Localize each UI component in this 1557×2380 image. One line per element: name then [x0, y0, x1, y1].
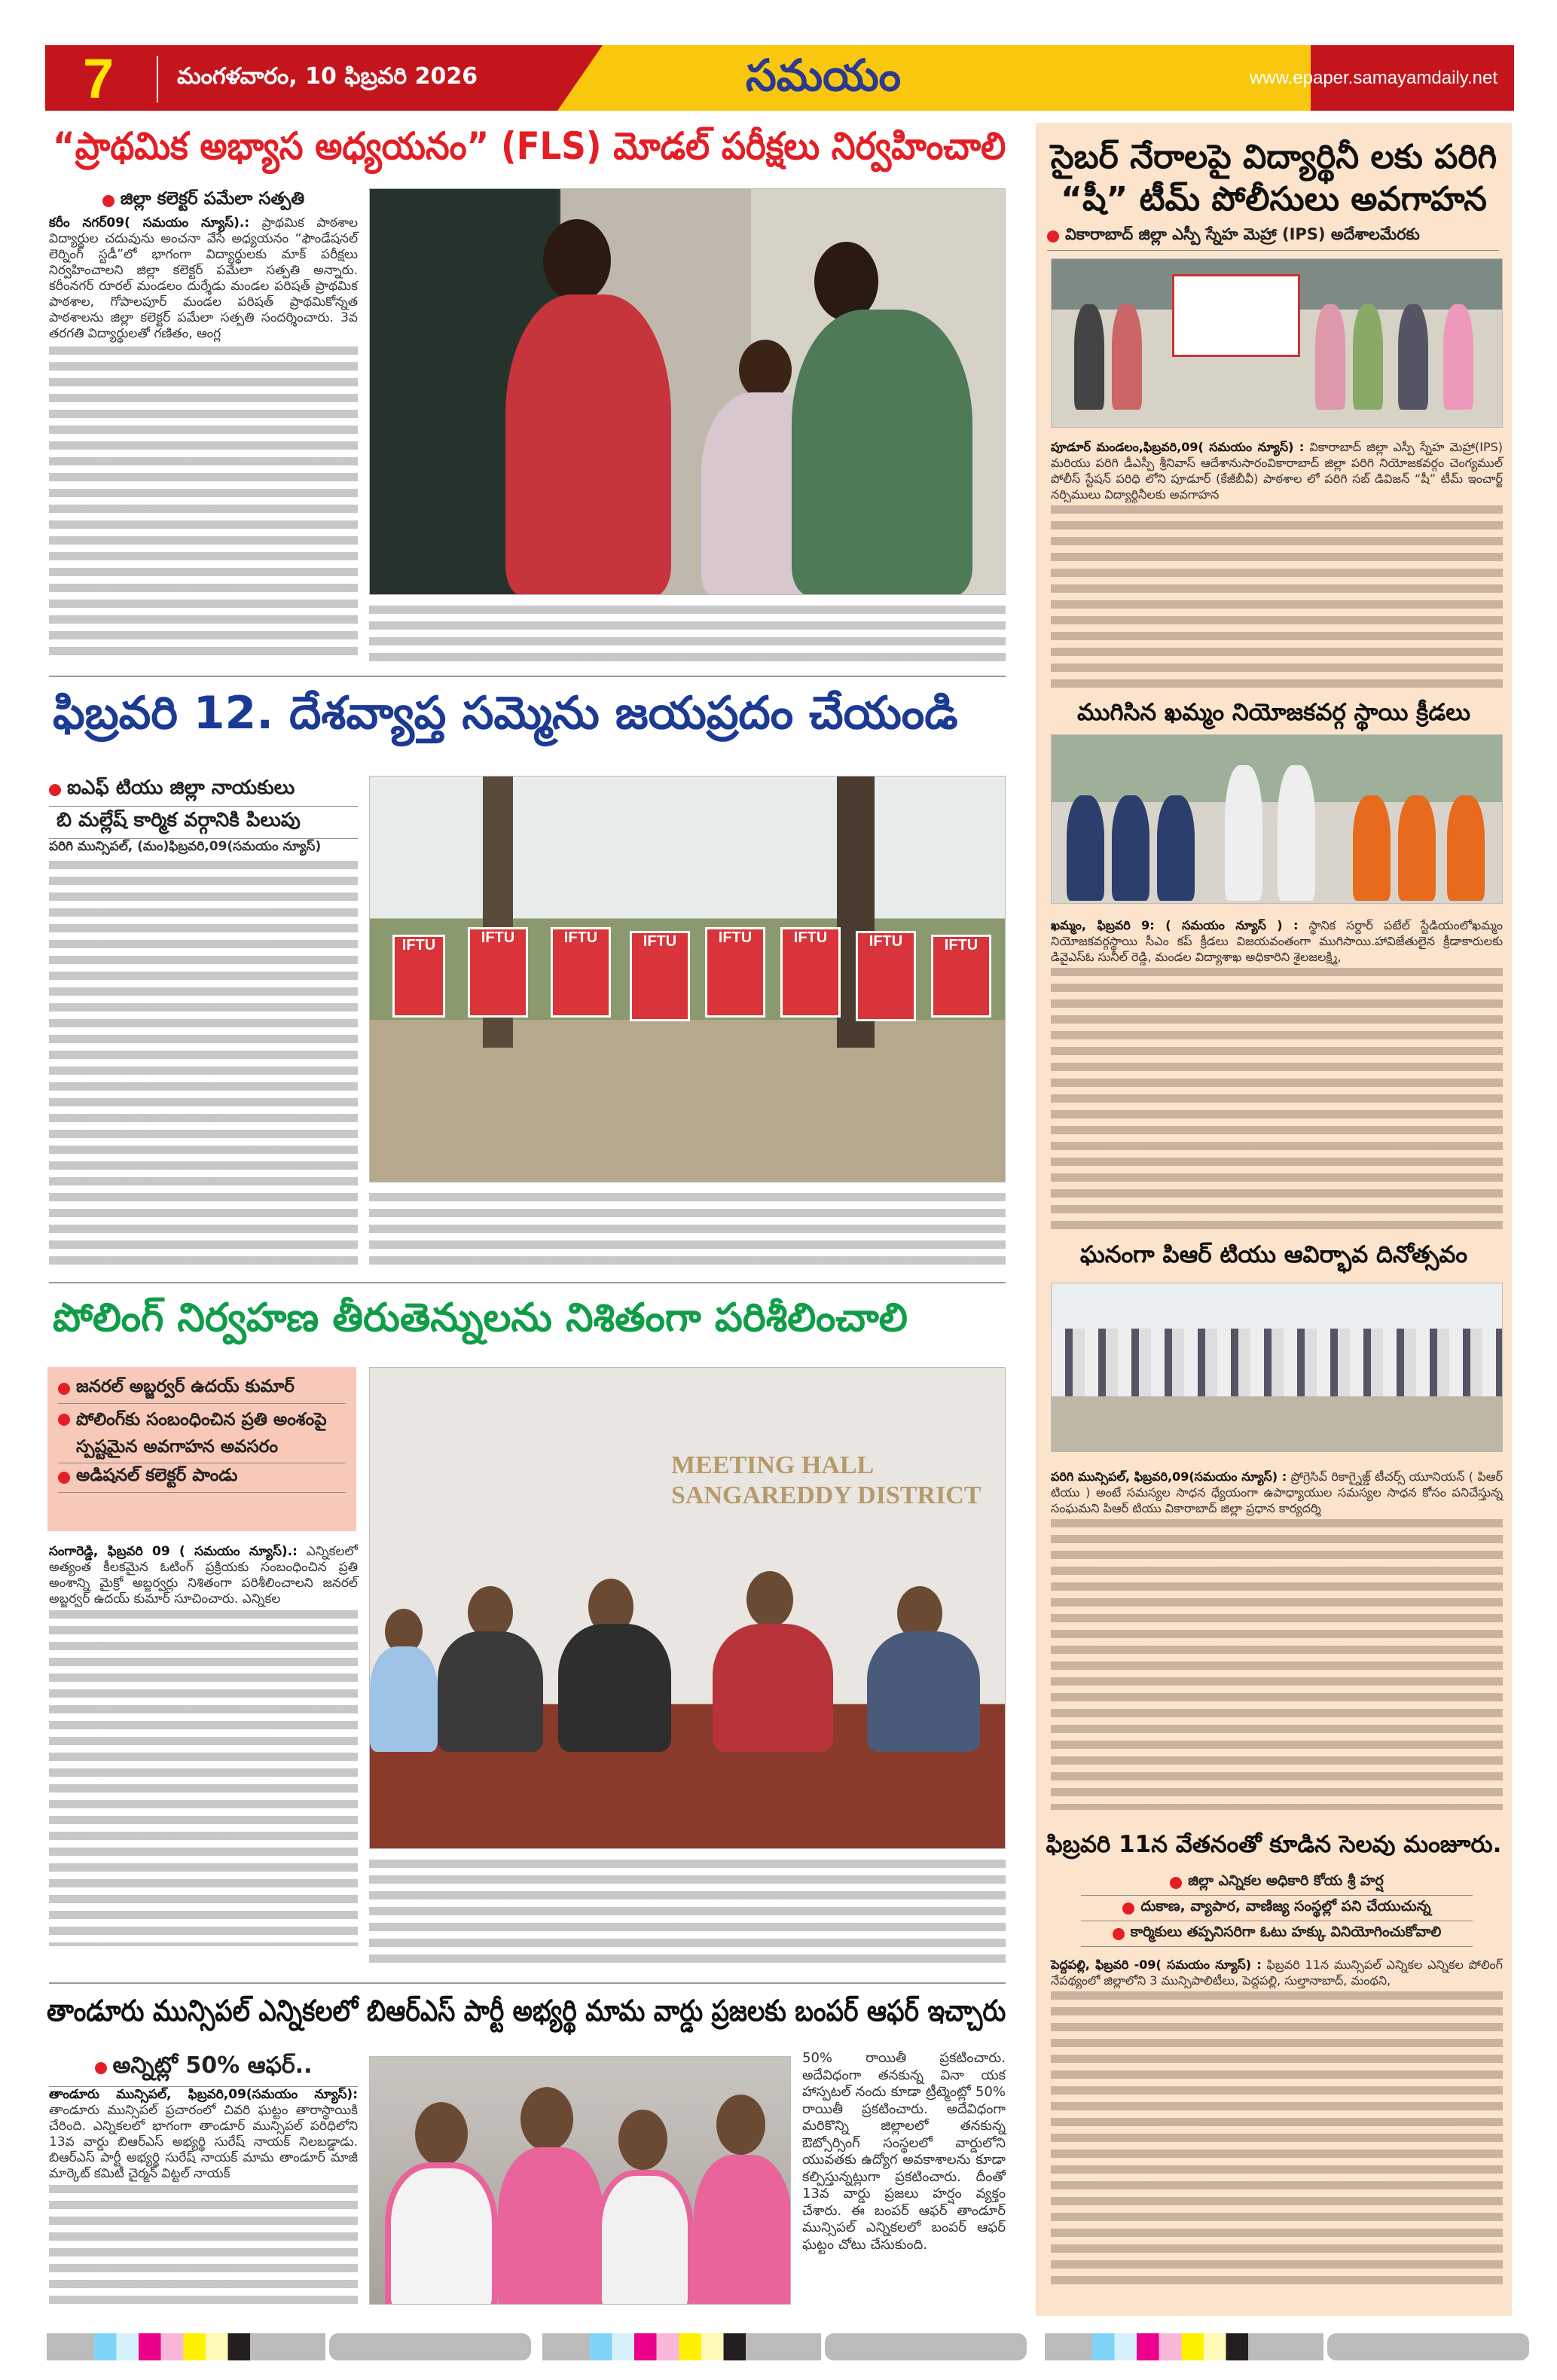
- story4-body: [49, 2087, 358, 2182]
- body-text-texture: [369, 1857, 1006, 1970]
- lead-text: ప్రోగ్రెసివ్ రికాగ్నైజ్డ్ టీచర్స్ యూనియన్ ( పిఆర్ టియు ) అంటే సమస్యల సాధన ధ్యేయంగా ఉపాధ్యాయుల సమస్యల సాధన కోసం పనిచేస్తున్న సంఘమని పిఆర్ టియు వికారాబాద్ జిల్లా ప్రధాన కార్యదర్శి: [1051, 1469, 1503, 1515]
- right-story4-headline: ఫిబ్రవరి 11న వేతనంతో కూడిన సెలవు మంజూరు.: [1046, 1831, 1502, 1858]
- story2-photo: [369, 776, 1006, 1182]
- body-text-texture: [49, 858, 358, 1265]
- newspaper-logo: సమయం: [746, 50, 902, 101]
- masthead: [45, 45, 1514, 111]
- story3-body: [49, 1544, 358, 1607]
- dateline: పరిగి మున్సిపల్, ఫిబ్రవరి,09(సమయం న్యూస్) :: [1051, 1469, 1287, 1484]
- story1-headline: “ప్రాథమిక అభ్యాస అధ్యయనం” (FLS) మోడల్ పరీక్షలు నిర్వహించాలి: [53, 124, 1006, 168]
- protest-poster: IFTU: [551, 927, 611, 1018]
- right-story1-text: [1051, 439, 1503, 691]
- protest-poster: IFTU: [856, 931, 916, 1021]
- bullet-icon: [58, 1472, 70, 1484]
- protest-poster: IFTU: [780, 927, 841, 1018]
- website-link[interactable]: www.epaper.samayamdaily.net: [1249, 68, 1497, 88]
- right-story1-body: [1051, 439, 1503, 502]
- highlight-item: [58, 1375, 346, 1404]
- subhead-text: అన్నిట్లో 50% ఆఫర్..: [112, 2052, 313, 2079]
- story3-headline: పోలింగ్ నిర్వహణ తీరుతెన్నులను నిశితంగా పరిశీలించాలి: [53, 1295, 908, 1341]
- lead-text: స్థానిక సర్దార్ పటేల్ స్టేడియంలోఖమ్మం నియోజకవర్గస్థాయి సీఎం కప్ క్రీడలు విజయవంతంగా ముగిసాయి.హావిజేతులైన క్రీడాకారులకు డివైఎస్ఓ సునీల్ రెడ్డి, మండల విద్యాశాఖ అధికారిని శైలజలక్ష్మి,: [1051, 918, 1503, 964]
- highlight-item: [1081, 1896, 1473, 1921]
- body-text-texture: [1051, 1516, 1503, 1810]
- story1-text: [49, 187, 358, 660]
- story2-headline: ఫిబ్రవరి 12. దేశవ్యాప్త సమ్మెను జయప్రదం చేయండి: [53, 687, 958, 740]
- issue-date: మంగళవారం, 10 ఫిబ్రవరి 2026: [177, 63, 478, 90]
- right-story1-headline: [1036, 136, 1512, 221]
- right-story2-body: [1051, 917, 1503, 965]
- dateline: పూడూర్ మండలం,ఫిబ్రవరి,09( సమయం న్యూస్) :: [1051, 440, 1305, 454]
- story3-highlights-box: [47, 1367, 356, 1531]
- she-team-banner: [1172, 274, 1300, 357]
- lead-text: తాండూరు మున్సిపల్ ప్రచారంలో చివరి ఘట్టం తారాస్థాయికి చేరింది. ఎన్నికలలో భాగంగా తాండూర్ మున్సిపల్ పరిధిలోని 13వ వార్డు బిఆర్ఎస్ అభ్యర్థి సురేష్ నాయక్ నిలబడ్డాడు. బిఆర్ఎస్ పార్టీ అభ్యర్థి సురేష్ నాయక్ మామ తాండూర్ మాజీ మార్కెట్ కమిటీ చైర్మన్ విట్టల్ నాయక్: [49, 2103, 358, 2181]
- right-story3-photo: [1051, 1283, 1503, 1452]
- story4-headline: తాండూరు మున్సిపల్ ఎన్నికలలో బిఆర్ఎస్ పార్టీ అభ్యర్థి మామ వార్డు ప్రజలకు బంపర్ ఆఫర్ ఇచ్చారు: [47, 1994, 1006, 2028]
- body-text-texture: [49, 1607, 358, 1946]
- story2-subhead: [49, 774, 358, 807]
- highlight-text: అడిషనల్ కలెక్టర్ పాండు: [76, 1466, 238, 1485]
- lead-text: ఫిబ్రవరి 11న మున్సిపల్ ఎన్నికల ఎన్నికల పోలింగ్ నేపథ్యంలో జిల్లాలోని 3 మున్సిపాలిటీలు, పెద్దపల్లి, సుల్తానాబాద్, మంథని,: [1051, 1957, 1503, 1988]
- subhead-text: ఐఎఫ్ టియు జిల్లా నాయకులు: [67, 777, 295, 799]
- story1-photo: [369, 188, 1006, 595]
- divider: [49, 1282, 1006, 1283]
- story4-text: [49, 2050, 358, 2310]
- divider: [157, 56, 158, 102]
- bullet-icon: [95, 2062, 107, 2074]
- story3-text: [49, 1544, 358, 1946]
- highlight-text: కార్మికులు తప్పనిసరిగా ఓటు హక్కు వినియోగించుకోవాలి: [1130, 1924, 1442, 1940]
- protest-poster: IFTU: [705, 927, 765, 1018]
- highlight-text: జిల్లా ఎన్నికల అధికారి కోయ శ్రీ హర్ష: [1188, 1872, 1384, 1889]
- story2-subhead-2: బి మల్లేష్ కార్మిక వర్గానికి పిలుపు: [49, 807, 358, 839]
- right-story2-photo: [1051, 734, 1503, 904]
- page-number: 7: [83, 47, 114, 110]
- dateline: కరీం నగర్09( సమయం న్యూస్).:: [49, 215, 250, 230]
- bullet-icon: [49, 784, 61, 796]
- right-story4-text: [1051, 1957, 1503, 2290]
- highlight-item: [58, 1404, 346, 1463]
- subhead-text: వికారాబాద్ జిల్లా ఎస్పీ స్నేహ మెహ్రా (IPS) అదేశాలమేరకు: [1065, 225, 1420, 243]
- body-text-texture: [1051, 1988, 1503, 2290]
- story4-continuation: 50% రాయితీ ప్రకటించారు. అదేవిధంగా తనకున్న వినా యక హాస్పటల్ నందు కూడా ట్రీట్మెంట్లో 50% రాయితీ ప్రకటించారు. అదేవిధంగా మరికొన్ని జిల్లాలలో తనకున్న ఔట్సోర్సింగ్ సంస్థలలో వార్డులోని యువతకు ఉద్యోగ అవకాశాలను కూడా కల్పిస్తున్నట్లుగా ప్రకటించారు. దీంతో 13వ వార్డు ప్రజలు హర్షం వ్యక్తం చేశారు. ఈ బంపర్ ఆఫర్ తాండూర్ మున్సిపల్ ఎన్నికలలో బంపర్ ఆఫర్ ఘట్టం చోటు చేసుకుంది.: [802, 2050, 1006, 2253]
- masthead-yellow-band: [557, 45, 1311, 111]
- highlight-text: పోలింగ్‌కు సంబంధించిన ప్రతి అంశంపై స్పష్టమైన అవగాహన అవసరం: [76, 1410, 327, 1457]
- right-story3-headline: ఘనంగా పిఆర్ టియు ఆవిర్భావ దినోత్సవం: [1079, 1241, 1468, 1268]
- right-story4-highlights: [1081, 1870, 1473, 1947]
- lead-text: ఎన్నికలలో అత్యంత కీలకమైన ఓటింగ్ ప్రక్రియకు సంబంధించిన ప్రతి అంశాన్ని మైక్రో అబ్జర్వర్లు నిశితంగా పరిశీలించాలని జనరల్ అబ్జర్వర్ ఉదయ్ కుమార్ సూచించారు. ఎన్నికల: [49, 1544, 359, 1606]
- story4-subhead: [49, 2050, 358, 2087]
- highlight-text: జనరల్ అబ్జర్వర్ ఉదయ్ కుమార్: [76, 1377, 295, 1396]
- body-text-texture: [49, 2182, 358, 2310]
- story1-subhead: [49, 187, 358, 215]
- headline-line: “షీ” టీమ్ పోలీసులు అవగాహన: [1061, 180, 1487, 218]
- right-column: [1036, 123, 1512, 2316]
- dateline: ఖమ్మం, ఫిబ్రవరి 9: ( సమయం న్యూస్ ) :: [1051, 918, 1299, 932]
- divider: [49, 1982, 1006, 1984]
- bullet-icon: [58, 1383, 70, 1395]
- highlight-item: [1081, 1870, 1473, 1896]
- body-text-texture: [369, 603, 1006, 666]
- bullet-icon: [102, 195, 114, 207]
- highlight-text: దుకాణ, వ్యాపార, వాణిజ్య సంస్థల్లో పని చేయుచున్న: [1140, 1898, 1431, 1915]
- bullet-icon: [58, 1414, 70, 1426]
- story2-text: [49, 774, 358, 1265]
- story1-body: [49, 215, 358, 342]
- body-text-texture: [1051, 965, 1503, 1232]
- body-text-texture: [1051, 502, 1503, 691]
- dateline: తాండూరు మున్సిపల్, ఫిబ్రవరి,09(సమయం న్యూస్):: [49, 2087, 358, 2102]
- protest-poster: IFTU: [392, 935, 445, 1018]
- body-text-texture: [49, 343, 358, 660]
- story3-photo: [369, 1367, 1006, 1849]
- dateline: పరిగి మున్సిపల్, (మం)ఫిబ్రవరి,09(సమయం న్యూస్): [49, 839, 322, 854]
- right-story2-headline: ముగిసిన ఖమ్మం నియోజకవర్గ స్థాయి క్రీడలు: [1077, 699, 1470, 726]
- right-story1-subhead: [1047, 223, 1499, 251]
- highlight-item: [58, 1463, 346, 1493]
- subhead-text: జిల్లా కలెక్టర్ పమేలా సత్పతి: [120, 189, 305, 209]
- protest-poster: IFTU: [468, 927, 528, 1018]
- lead-text: వికారాబాద్ జిల్లా ఎస్పీ స్నేహ మెహ్రా(IPS) మరియు పరిగి డీఎస్పీ శ్రీనివాస్ ఆదేశానుసారంవికారాబాద్ జిల్లా పరిగి నియోజకవర్గం చెంగ్యముల్ పోలీస్ స్టేషన్ పరిధి లోని పూడూర్ (కేజీబీవీ) పాఠశాల లో పరిగి సబ్ డివిజన్ “షీ” టీమ్ ఇంచార్జ్ నర్సిములు విద్యార్థినీలకు అవగాహన: [1051, 440, 1504, 502]
- bullet-icon: [1122, 1902, 1134, 1915]
- headline-line: సైబర్ నేరాలపై విద్యార్థినీ లకు పరిగి: [1050, 138, 1497, 176]
- bullet-icon: [1113, 1928, 1125, 1940]
- right-story4-body: [1051, 1957, 1503, 1988]
- right-story3-body: [1051, 1469, 1503, 1516]
- divider: [49, 676, 1006, 677]
- lead-text: ప్రాథమిక పాఠశాల విద్యార్థుల చదువును అంచనా వేసే అధ్యయనం “ఫౌండేషనల్ లెర్నింగ్ స్టడీ”లో భాగంగా విద్యార్థులకు మాక్ పరీక్షలు నిర్వహించాలని జిల్లా కలెక్టర్ పమేలా సత్పతి అన్నారు. కరీంనగర్ రూరల్ మండలం దుర్శేడు మండల పరిషత్ ప్రాథమిక పాఠశాల, గోపాలపూర్ మండల పరిషత్ ప్రాథమికోన్నత పాఠశాలను జిల్లా కలెక్టర్ పమేలా సత్పతి సందర్శించారు. 3వ తరగతి విద్యార్థులతో గణితం, ఆంగ్ల: [49, 215, 359, 341]
- bullet-icon: [1047, 230, 1059, 243]
- highlight-item: [1081, 1921, 1473, 1947]
- story4-photo: [369, 2056, 791, 2305]
- right-story3-text: [1051, 1469, 1503, 1810]
- bullet-icon: [1170, 1877, 1182, 1889]
- protest-poster: IFTU: [630, 931, 690, 1021]
- dateline: పెద్దపల్లి, ఫిబ్రవరి -09( సమయం న్యూస్) :: [1051, 1957, 1262, 1972]
- meeting-hall-sign: MEETING HALL SANGAREDDY DISTRICT: [671, 1451, 982, 1509]
- protest-poster: IFTU: [931, 935, 991, 1018]
- body-text-texture: [369, 1190, 1006, 1269]
- dateline: సంగారెడ్డి, ఫిబ్రవరి 09 ( సమయం న్యూస్).:: [49, 1544, 298, 1559]
- right-story1-photo: [1051, 258, 1503, 428]
- right-story2-text: [1051, 917, 1503, 1232]
